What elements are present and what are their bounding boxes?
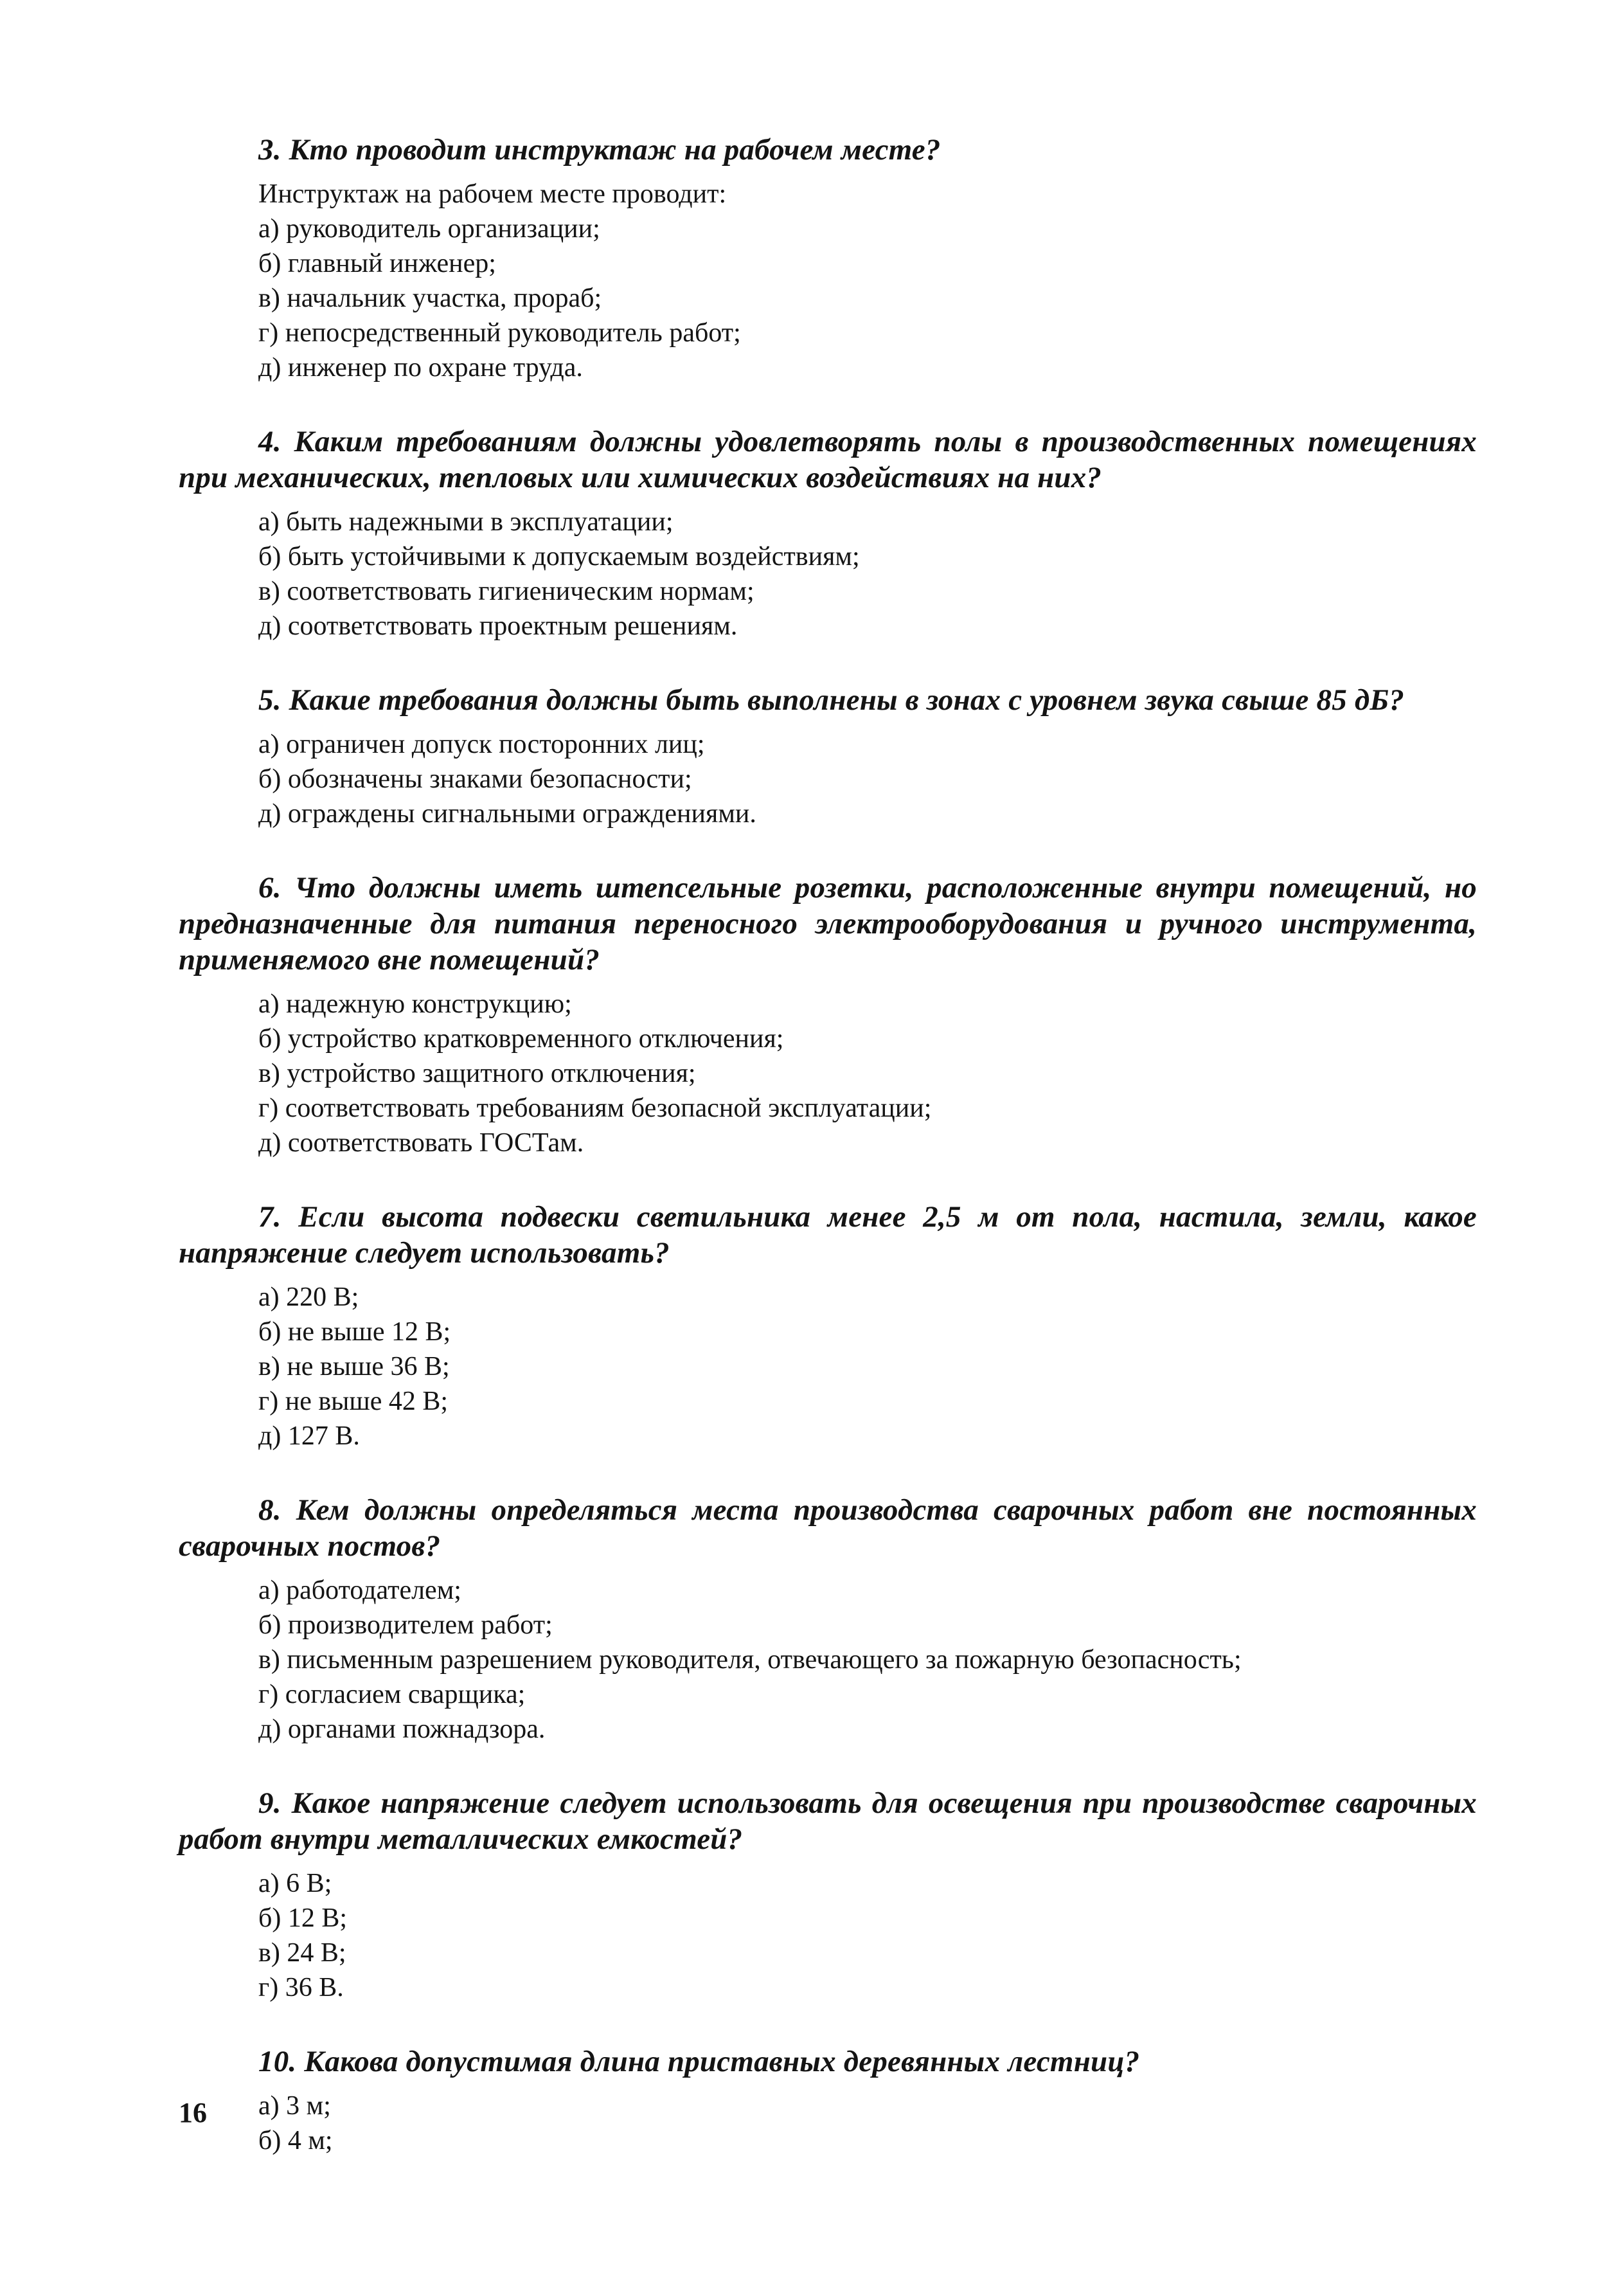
spacer [179,643,1477,682]
question-5 [179,682,1477,831]
answer-option: а) быть надежными в эксплуатации; [258,507,674,537]
page-number: 16 [179,2097,207,2128]
answer-option: г) соответствовать требованиям безопасной эксплуатации; [258,1093,932,1123]
answer-option: в) начальник участка, прораб; [258,283,602,313]
spacer [179,1160,1477,1199]
answer-option: г) не выше 42 В; [258,1387,449,1416]
answer-list [258,505,1477,643]
answer-option: а) 3 м; [258,2091,331,2121]
answer-option: г) согласием сварщика; [258,1680,526,1709]
answer-option: б) быть устойчивыми к допускаемым воздействиям; [258,542,860,571]
answer-option: б) обозначены знаками безопасности; [258,764,692,794]
answer-option: а) надежную конструкцию; [258,989,572,1019]
question-title: 9. Какое напряжение следует использовать для освещения при производстве сварочных работ внутри металлических емкостей? [179,1786,1477,1856]
answer-option: д) ограждены сигнальными ограждениями. [258,799,756,829]
question-title: 5. Какие требования должны быть выполнены в зонах с уровнем звука свыше 85 дБ? [258,683,1405,717]
answer-option: д) 127 В. [258,1421,360,1451]
answer-option: д) соответствовать ГОСТам. [258,1128,584,1158]
question-title: 10. Какова допустимая длина приставных деревянных лестниц? [258,2045,1140,2078]
question-title: 6. Что должны иметь штепсельные розетки, расположенные внутри помещений, но предназначенные для питания переносного электрооборудования и ручного инструмента, применяемого вне помещений? [179,871,1477,976]
answer-option: б) производителем работ; [258,1610,553,1640]
question-title: 3. Кто проводит инструктаж на рабочем месте? [258,133,941,166]
spacer [179,2005,1477,2044]
answer-option: а) 6 В; [258,1869,332,1898]
answer-option: а) ограничен допуск посторонних лиц; [258,730,705,759]
question-7 [179,1199,1477,1453]
answer-option: г) непосредственный руководитель работ; [258,318,741,348]
answer-list [258,1573,1477,1747]
spacer [179,1453,1477,1492]
question-9 [179,1785,1477,2005]
question-3 [179,132,1477,385]
answer-option: б) не выше 12 В; [258,1317,451,1347]
question-8 [179,1492,1477,1747]
question-title: 4. Каким требованиям должны удовлетворять полы в производственных помещениях при механических, тепловых или химических воздействиях на них? [179,425,1477,494]
answer-option: в) не выше 36 В; [258,1352,450,1381]
page-content [179,132,1477,2158]
spacer [179,385,1477,424]
answer-option: д) инженер по охране труда. [258,353,583,382]
answer-list [258,1866,1477,2005]
answer-list [258,727,1477,831]
spacer [179,1747,1477,1785]
question-intro: Инструктаж на рабочем месте проводит: [258,179,727,209]
answer-list [258,987,1477,1160]
question-title: 8. Кем должны определяться места производства сварочных работ вне постоянных сварочных постов? [179,1493,1477,1563]
answer-option: в) 24 В; [258,1938,346,1968]
answer-option: а) 220 В; [258,1282,359,1312]
spacer [179,831,1477,870]
answer-option: а) работодателем; [258,1576,461,1605]
answer-list [258,211,1477,385]
answer-option: д) органами пожнадзора. [258,1714,546,1744]
answer-option: в) соответствовать гигиеническим нормам; [258,577,754,606]
answer-option: б) 12 В; [258,1903,348,1933]
answer-option: б) устройство кратковременного отключения; [258,1024,784,1054]
question-4 [179,424,1477,643]
answer-option: в) письменным разрешением руководителя, отвечающего за пожарную безопасность; [258,1645,1242,1675]
answer-list [258,1280,1477,1453]
answer-option: в) устройство защитного отключения; [258,1059,696,1088]
question-6 [179,870,1477,1160]
answer-option: б) главный инженер; [258,249,496,278]
question-title: 7. Если высота подвески светильника менее 2,5 м от пола, настила, земли, какое напряжение следует использовать? [179,1200,1477,1270]
answer-option: а) руководитель организации; [258,214,600,244]
answer-option: б) 4 м; [258,2126,333,2155]
answer-option: д) соответствовать проектным решениям. [258,611,738,641]
question-10 [179,2044,1477,2158]
answer-list [258,2089,1477,2158]
answer-option: г) 36 В. [258,1973,344,2002]
